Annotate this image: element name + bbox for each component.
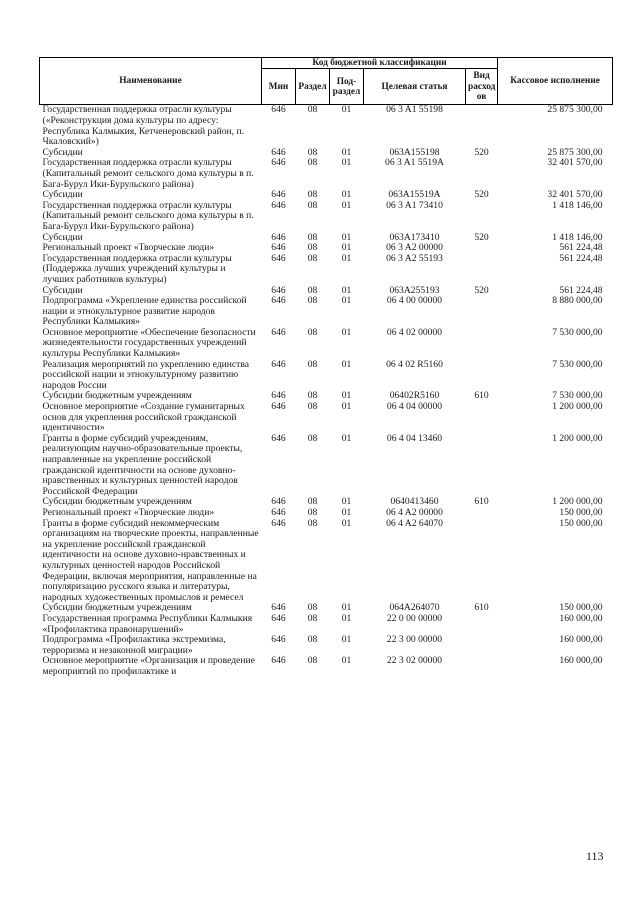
row-podrazdel: 01	[341, 517, 352, 529]
row-min: 646	[271, 517, 286, 529]
row-min: 646	[271, 612, 286, 624]
table-row	[40, 508, 613, 519]
row-podrazdel: 01	[341, 390, 352, 402]
row-celevaya: 22 3 00 00000	[386, 634, 443, 646]
row-celevaya: 22 0 00 00000	[386, 612, 443, 624]
row-min: 646	[271, 390, 286, 402]
row-min: 646	[271, 401, 286, 413]
row-sum: 160 000,00	[559, 634, 603, 646]
row-vid	[466, 105, 498, 148]
row-name: Основное мероприятие «Создание гуманитарных основ для укрепления российской гражданской идентичности»	[42, 401, 245, 434]
row-celevaya: 06 3 A1 55198	[386, 104, 443, 116]
row-razdel: 08	[307, 634, 318, 646]
row-min: 646	[271, 655, 286, 667]
table-row	[40, 360, 613, 392]
row-vid	[466, 254, 498, 286]
row-name: Гранты в форме субсидий некоммерческим организациям на творческие проекты, направленные на укрепление российской гражданской идентичности на основе духовно-нравственных и культурных ценностей народов Российской Федерации, включая мероприятия, направленные на популяризацию русского языка и литературы, народных художественных промыслов и ремесел	[42, 517, 259, 603]
row-razdel: 08	[307, 401, 318, 413]
row-name: Государственная поддержка отрасли культуры (Капитальный ремонт сельского дома культуры в п. Бага-Бурул Ики-Бурульского района)	[42, 199, 254, 232]
header-razdel: Раздел	[296, 69, 330, 105]
row-celevaya: 06 4 00 00000	[386, 295, 443, 307]
row-celevaya: 06 3 A2 55193	[386, 252, 443, 264]
row-sum: 150 000,00	[559, 602, 603, 614]
table-row	[40, 614, 613, 635]
row-sum: 25 875 300,00	[547, 146, 603, 158]
row-min: 646	[271, 284, 286, 296]
row-razdel: 08	[307, 104, 318, 116]
row-sum: 7 530 000,00	[552, 358, 603, 370]
table-row	[40, 158, 613, 190]
row-name: Подпрограмма «Профилактика экстремизма, терроризма и незаконной миграции»	[42, 634, 226, 656]
row-sum: 1 418 146,00	[552, 199, 603, 211]
row-name: Региональный проект «Творческие люди»	[42, 242, 215, 254]
row-sum: 25 875 300,00	[547, 104, 603, 116]
row-podrazdel: 01	[341, 432, 352, 444]
row-podrazdel: 01	[341, 295, 352, 307]
row-razdel: 08	[307, 602, 318, 614]
row-podrazdel: 01	[341, 242, 352, 254]
row-vid: 520	[474, 231, 489, 243]
row-vid	[466, 402, 498, 434]
row-celevaya: 06 4 04 13460	[386, 432, 443, 444]
row-vid	[466, 360, 498, 392]
row-podrazdel: 01	[341, 602, 352, 614]
table-row	[40, 201, 613, 233]
row-razdel: 08	[307, 189, 318, 201]
row-sum: 561 224,48	[559, 242, 603, 254]
row-razdel: 08	[307, 231, 318, 243]
table-row	[40, 105, 613, 148]
row-podrazdel: 01	[341, 634, 352, 646]
row-celevaya: 0640413460	[390, 496, 439, 508]
row-min: 646	[271, 358, 286, 370]
table-row	[40, 519, 613, 604]
row-vid	[466, 243, 498, 254]
row-podrazdel: 01	[341, 104, 352, 116]
row-celevaya: 064A264070	[389, 602, 440, 614]
row-celevaya: 06 4 A2 00000	[386, 506, 443, 518]
row-name: Субсидии	[42, 284, 83, 296]
row-celevaya: 06 4 02 R5160	[386, 358, 443, 370]
row-podrazdel: 01	[341, 326, 352, 338]
row-razdel: 08	[307, 506, 318, 518]
row-sum: 160 000,00	[559, 612, 603, 624]
row-podrazdel: 01	[341, 655, 352, 667]
row-min: 646	[271, 602, 286, 614]
row-min: 646	[271, 104, 286, 116]
row-min: 646	[271, 295, 286, 307]
row-razdel: 08	[307, 242, 318, 254]
row-name: Субсидии	[42, 189, 83, 201]
row-podrazdel: 01	[341, 284, 352, 296]
row-vid	[466, 296, 498, 328]
row-celevaya: 06 3 A1 73410	[386, 199, 443, 211]
row-podrazdel: 01	[341, 231, 352, 243]
row-vid: 520	[474, 189, 489, 201]
row-celevaya: 063A15519A	[388, 189, 441, 201]
row-min: 646	[271, 146, 286, 158]
row-razdel: 08	[307, 326, 318, 338]
row-vid	[466, 614, 498, 635]
row-razdel: 08	[307, 612, 318, 624]
table-body	[40, 105, 613, 678]
row-name: Основное мероприятие «Организация и проведение мероприятий по профилактике и	[42, 655, 255, 677]
row-sum: 7 530 000,00	[552, 326, 603, 338]
row-vid	[466, 158, 498, 190]
row-min: 646	[271, 506, 286, 518]
row-vid: 610	[474, 602, 489, 614]
row-vid: 610	[474, 496, 489, 508]
header-celevaya: Целевая статья	[364, 69, 466, 105]
table-row	[40, 434, 613, 498]
row-podrazdel: 01	[341, 189, 352, 201]
row-celevaya: 06 4 A2 64070	[386, 517, 443, 529]
row-podrazdel: 01	[341, 358, 352, 370]
row-celevaya: 063A173410	[389, 231, 440, 243]
row-razdel: 08	[307, 496, 318, 508]
row-sum: 32 401 570,00	[547, 157, 603, 169]
row-min: 646	[271, 242, 286, 254]
budget-document-page	[39, 57, 612, 677]
row-podrazdel: 01	[341, 146, 352, 158]
header-vid: Вид расход ов	[466, 69, 498, 105]
header-podrazdel: Под-раздел	[330, 69, 364, 105]
row-vid	[466, 508, 498, 519]
row-sum: 160 000,00	[559, 655, 603, 667]
row-name: Субсидии бюджетным учреждениям	[42, 496, 192, 508]
row-sum: 32 401 570,00	[547, 189, 603, 201]
row-vid	[466, 434, 498, 498]
row-name: Субсидии	[42, 146, 83, 158]
row-name: Государственная поддержка отрасли культуры (Поддержка лучших учреждений культуры и лучших работников культуры)	[42, 252, 232, 285]
row-sum: 8 880 000,00	[552, 295, 603, 307]
row-sum: 1 200 000,00	[552, 401, 603, 413]
header-min: Мин	[262, 69, 296, 105]
row-celevaya: 063A155198	[389, 146, 440, 158]
row-sum: 1 200 000,00	[552, 496, 603, 508]
row-name: Региональный проект «Творческие люди»	[42, 506, 215, 518]
row-min: 646	[271, 199, 286, 211]
row-celevaya: 06 4 02 00000	[386, 326, 443, 338]
row-vid	[466, 328, 498, 360]
table-row	[40, 328, 613, 360]
row-razdel: 08	[307, 655, 318, 667]
table-header	[40, 58, 613, 105]
row-celevaya: 06402R5160	[389, 390, 440, 402]
row-sum: 561 224,48	[559, 284, 603, 296]
page-number: 113	[586, 849, 604, 863]
row-podrazdel: 01	[341, 199, 352, 211]
row-name: Субсидии бюджетным учреждениям	[42, 602, 192, 614]
row-celevaya: 063A255193	[389, 284, 440, 296]
table-row	[40, 635, 613, 656]
row-name: Основное мероприятие «Обеспечение безопасности жизнедеятельности государственных учреждений культуры Республики Калмыкия»	[42, 326, 256, 360]
row-name: Субсидии	[42, 231, 83, 243]
row-min: 646	[271, 189, 286, 201]
row-min: 646	[271, 432, 286, 444]
row-vid: 520	[474, 284, 489, 296]
row-podrazdel: 01	[341, 401, 352, 413]
table-row	[40, 296, 613, 328]
row-razdel: 08	[307, 146, 318, 158]
row-sum: 1 200 000,00	[552, 432, 603, 444]
row-razdel: 08	[307, 295, 318, 307]
budget-table	[39, 57, 613, 677]
row-razdel: 08	[307, 199, 318, 211]
header-kassovoe: Кассовое исполнение	[498, 58, 613, 105]
row-vid	[466, 519, 498, 604]
row-min: 646	[271, 326, 286, 338]
row-min: 646	[271, 157, 286, 169]
row-sum: 150 000,00	[559, 506, 603, 518]
row-sum: 7 530 000,00	[552, 390, 603, 402]
table-row	[40, 254, 613, 286]
header-name: Наименование	[40, 58, 262, 105]
row-sum: 1 418 146,00	[552, 231, 603, 243]
header-code-group: Код бюджетной классификации	[262, 58, 498, 69]
row-min: 646	[271, 231, 286, 243]
row-name: Подпрограмма «Укрепление единства российской нации и этнокультурное развитие народов Республики Калмыкия»	[42, 295, 247, 328]
row-name: Государственная поддержка отрасли культуры (Капитальный ремонт сельского дома культуры в п. Бага-Бурул Ики-Бурульского района)	[42, 157, 254, 190]
row-celevaya: 06 3 A1 5519A	[385, 157, 444, 169]
row-name: Реализация мероприятий по укреплению единства российской нации и этнокультурному развитию народов России	[42, 358, 249, 391]
row-razdel: 08	[307, 432, 318, 444]
row-podrazdel: 01	[341, 496, 352, 508]
table-row	[40, 656, 613, 677]
row-min: 646	[271, 252, 286, 264]
row-vid	[466, 635, 498, 656]
row-name: Государственная программа Республики Калмыкия «Профилактика правонарушений»	[42, 612, 253, 635]
row-podrazdel: 01	[341, 157, 352, 169]
row-razdel: 08	[307, 390, 318, 402]
row-celevaya: 06 3 A2 00000	[386, 242, 443, 254]
row-podrazdel: 01	[341, 506, 352, 518]
row-sum: 150 000,00	[559, 517, 603, 529]
row-celevaya: 06 4 04 00000	[386, 401, 443, 413]
row-sum: 561 224,48	[559, 252, 603, 264]
row-min: 646	[271, 496, 286, 508]
row-vid	[466, 201, 498, 233]
row-vid	[466, 656, 498, 677]
row-name: Государственная поддержка отрасли культуры («Реконструкция дома культуры по адресу: Республика Калмыкия, Кетченеровский район, п. Чкаловский»)	[42, 104, 244, 148]
row-razdel: 08	[307, 157, 318, 169]
row-razdel: 08	[307, 284, 318, 296]
row-razdel: 08	[307, 358, 318, 370]
table-row	[40, 402, 613, 434]
row-podrazdel: 01	[341, 612, 352, 624]
row-min: 646	[271, 634, 286, 646]
row-vid: 520	[474, 146, 489, 158]
row-name: Гранты в форме субсидий учреждениям, реализующим научно-образовательные проекты, направленные на укрепление российской гражданской идентичности на основе духовно-нравственных и культурных ценностей народов Российской Федерации	[42, 432, 243, 497]
row-razdel: 08	[307, 517, 318, 529]
row-razdel: 08	[307, 252, 318, 264]
row-name: Субсидии бюджетным учреждениям	[42, 390, 192, 402]
row-celevaya: 22 3 02 00000	[386, 655, 443, 667]
row-podrazdel: 01	[341, 252, 352, 264]
row-vid: 610	[474, 390, 489, 402]
